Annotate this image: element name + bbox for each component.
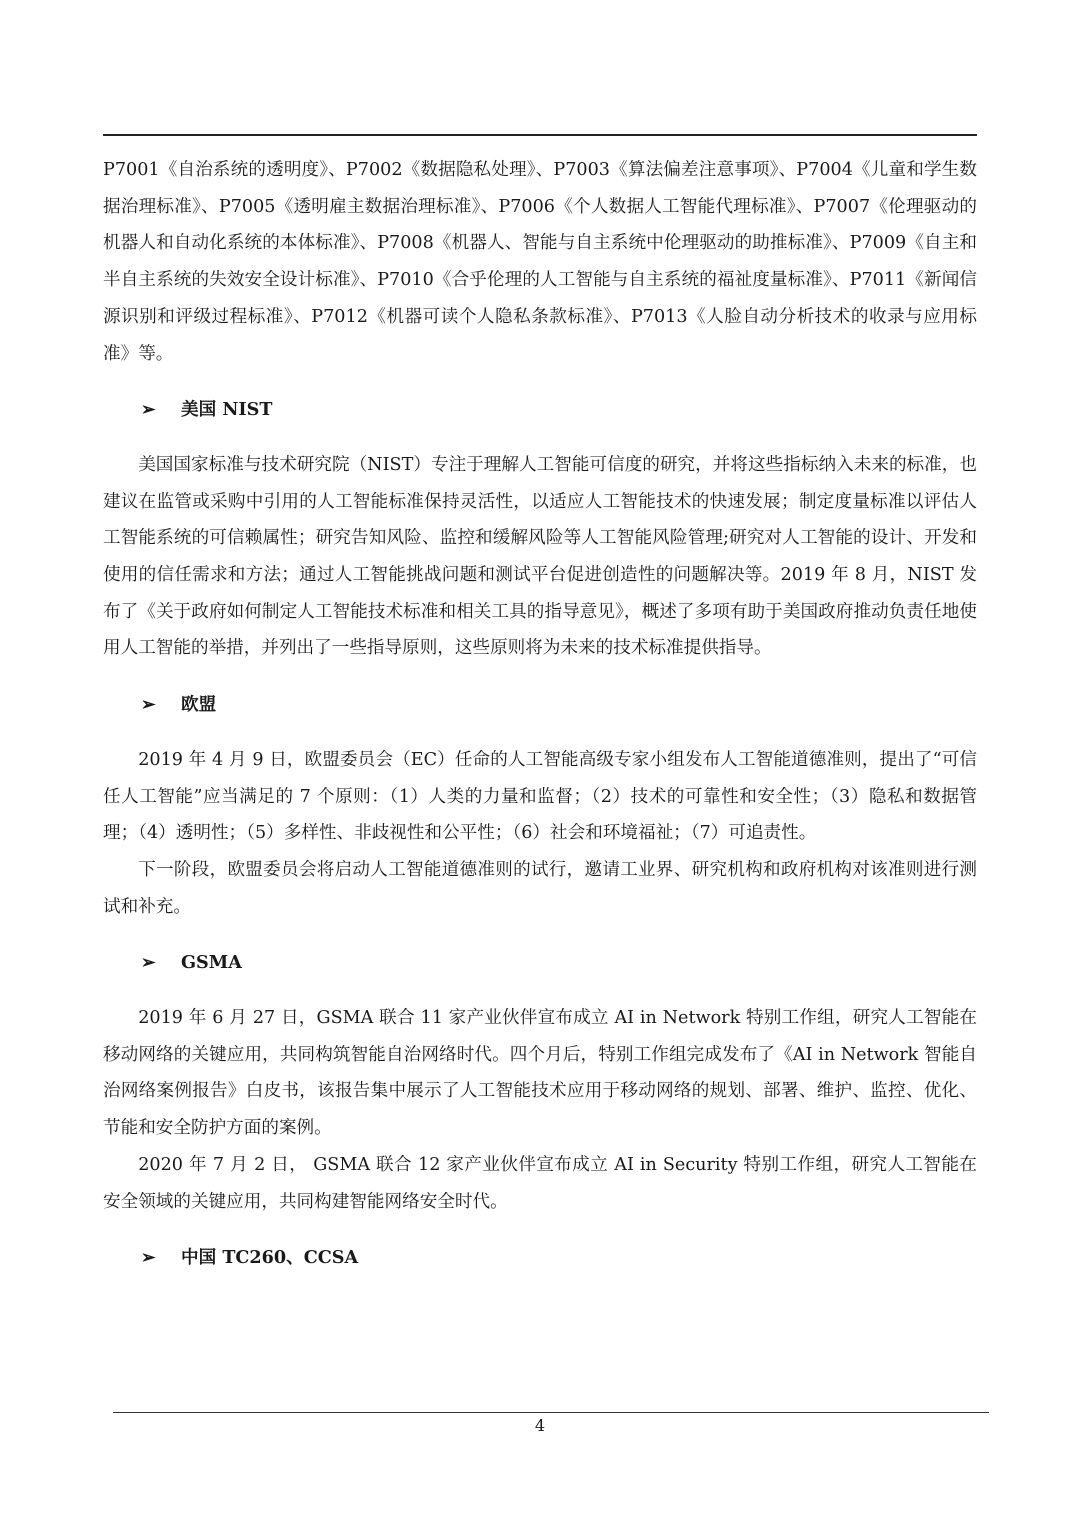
- paragraph: 2019 年 4 月 9 日，欧盟委员会（EC）任命的人工智能高级专家小组发布人工智能道德准则，提出了“可信任人工智能”应当满足的 7 个原则：（1）人类的力量和监督；（2）技术的可靠性和安全性；（3）隐私和数据管理；（4）透明性；（5）多样性、非歧视性和公平性；（6）社会和环境福祉；（7）可追责性。: [103, 749, 977, 844]
- arrow-bullet-icon: ➢: [141, 952, 156, 974]
- section-nist: [103, 392, 977, 667]
- paragraph: 2020 年 7 月 2 日， GSMA 联合 12 家产业伙伴宣布成立 AI in Security 特别工作组，研究人工智能在安全领域的关键应用，共同构建智能网络安全时代。: [103, 1154, 977, 1212]
- section-heading: [103, 687, 977, 724]
- section-china: [103, 1240, 977, 1277]
- section-title: 美国 NIST: [181, 399, 273, 421]
- footer-rule: [113, 1412, 989, 1413]
- section-heading: [103, 392, 977, 429]
- section-title: GSMA: [181, 952, 242, 974]
- intro-paragraph: P7001《自治系统的透明度》、P7002《数据隐私处理》、P7003《算法偏差注意事项》、P7004《儿童和学生数据治理标准》、P7005《透明雇主数据治理标准》、P7006《个人数据人工智能代理标准》、P7007《伦理驱动的机器人和自动化系统的本体标准》、P7008《机器人、智能与自主系统中伦理驱动的助推标准》、P7009《自主和半自主系统的失效安全设计标准》、P7010《合乎伦理的人工智能与自主系统的福祉度量标准》、P7011《新闻信源识别和评级过程标准》、P7012《机器可读个人隐私条款标准》、P7013《人脸自动分析技术的收录与应用标准》等。: [103, 160, 977, 364]
- section-eu: [103, 687, 977, 925]
- paragraph: 2019 年 6 月 27 日，GSMA 联合 11 家产业伙伴宣布成立 AI in Network 特别工作组，研究人工智能在移动网络的关键应用，共同构筑智能自治网络时代。四个月后，特别工作组完成发布了《AI in Network 智能自治网络案例报告》白皮书，该报告集中展示了人工智能技术应用于移动网络的规划、部署、维护、监控、优化、节能和安全防护方面的案例。: [103, 1008, 977, 1139]
- arrow-bullet-icon: ➢: [141, 694, 156, 716]
- section-heading: [103, 1240, 977, 1277]
- section-title: 欧盟: [181, 694, 217, 716]
- arrow-bullet-icon: ➢: [141, 399, 156, 421]
- document-body: [103, 152, 977, 1295]
- page-number: 4: [534, 1416, 546, 1435]
- section-title: 中国 TC260、CCSA: [181, 1247, 359, 1269]
- section-gsma: [103, 945, 977, 1220]
- header-rule: [103, 134, 977, 136]
- arrow-bullet-icon: ➢: [141, 1247, 156, 1269]
- section-heading: [103, 945, 977, 982]
- paragraph: 美国国家标准与技术研究院（NIST）专注于理解人工智能可信度的研究，并将这些指标纳入未来的标准，也建议在监管或采购中引用的人工智能标准保持灵活性，以适应人工智能技术的快速发展；制定度量标准以评估人工智能系统的可信赖属性；研究告知风险、监控和缓解风险等人工智能风险管理;研究对人工智能的设计、开发和使用的信任需求和方法；通过人工智能挑战问题和测试平台促进创造性的问题解决等。2019 年 8 月，NIST 发布了《关于政府如何制定人工智能技术标准和相关工具的指导意见》，概述了多项有助于美国政府推动负责任地使用人工智能的举措，并列出了一些指导原则，这些原则将为未来的技术标准提供指导。: [103, 454, 977, 659]
- paragraph: 下一阶段，欧盟委员会将启动人工智能道德准则的试行，邀请工业界、研究机构和政府机构对该准则进行测试和补充。: [103, 859, 977, 917]
